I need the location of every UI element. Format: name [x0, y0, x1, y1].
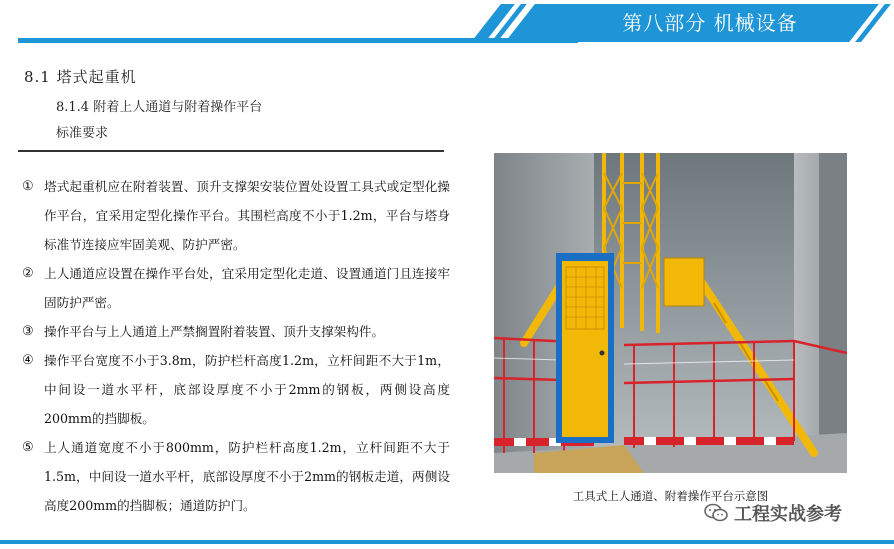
item-number: ④ — [22, 353, 34, 368]
item-text: 操作平台宽度不小于3.8m，防护栏杆高度1.2m，立杆间距不大于1m，中间设一道水平杆，底部设厚度不小于2mm的钢板，两侧设高度200mm的挡脚板。 — [44, 353, 450, 426]
divider — [18, 150, 444, 152]
item-number: ② — [22, 266, 34, 281]
list-item — [22, 172, 450, 259]
footer-accent-line — [0, 540, 894, 544]
item-number: ① — [22, 179, 34, 194]
item-text: 上人通道宽度不小于800mm，防护栏杆高度1.2m，立杆间距不大于1.5m，中间设一道水平杆，底部设厚度不小于2mm的钢板走道，两侧设高度200mm的挡脚板；通道防护门。 — [44, 440, 450, 513]
section-title: 8.1 塔式起重机 — [24, 68, 137, 86]
list-item — [22, 346, 450, 433]
item-number: ⑤ — [22, 440, 34, 455]
wechat-icon — [704, 503, 728, 523]
list-item — [22, 259, 450, 317]
item-number: ③ — [22, 324, 34, 339]
list-item — [22, 317, 450, 346]
watermark-text: 工程实战参考 — [734, 504, 842, 525]
item-text: 操作平台与上人通道上严禁搁置附着装置、顶升支撑架构件。 — [44, 324, 385, 339]
standard-label: 标准要求 — [56, 126, 109, 141]
figure-caption: 工具式上人通道、附着操作平台示意图 — [572, 489, 769, 503]
section-subtitle: 8.1.4 附着上人通道与附着操作平台 — [56, 100, 263, 115]
platform-illustration — [494, 153, 847, 473]
header-title: 第八部分 机械设备 — [622, 11, 798, 35]
watermark — [704, 498, 842, 528]
item-text: 塔式起重机应在附着装置、顶升支撑架安装位置处设置工具式或定型化操作平台，宜采用定型化操作平台。其围栏高度不小于1.2m，平台与塔身标准节连接应牢固美观、防护严密。 — [44, 179, 450, 252]
list-item — [22, 433, 450, 520]
requirements-list — [22, 172, 450, 520]
item-text: 上人通道应设置在操作平台处，宜采用定型化走道、设置通道门且连接牢固防护严密。 — [44, 266, 450, 310]
